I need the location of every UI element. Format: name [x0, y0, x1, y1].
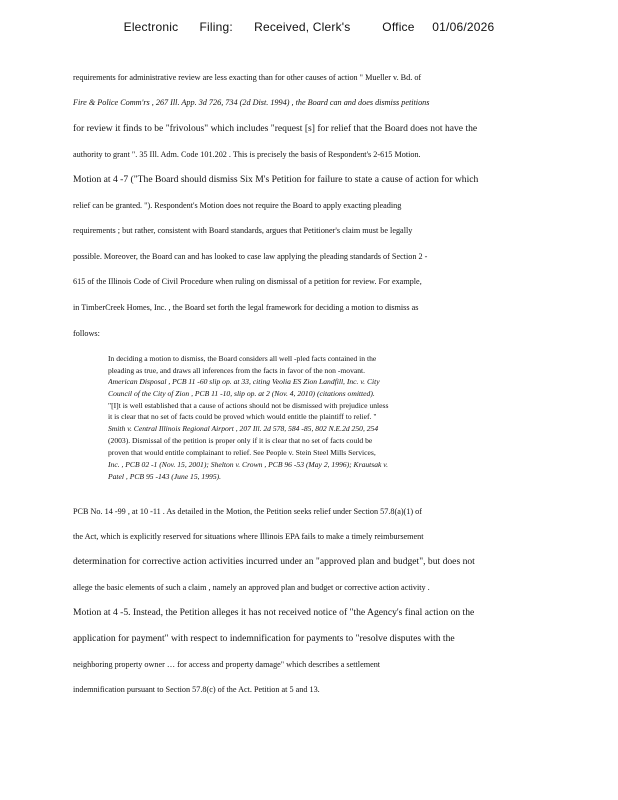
- quote-line: Patel , PCB 95 -143 (June 15, 1995).: [108, 472, 222, 481]
- quote-line: (2003). Dismissal of the petition is proper only if it is clear that no set of facts could be: [108, 436, 373, 445]
- text-line: the Act, which is explicitly reserved for situations where Illinois EPA fails to make a timely reimbursement: [73, 532, 424, 541]
- quote-line: proven that would entitle complainant to relief. See People v. Stein Steel Mills Services,: [108, 448, 376, 457]
- quote-line: Council of the City of Zion , PCB 11 -10, slip op. at 2 (Nov. 4, 2010) (citations omitted).: [108, 389, 375, 398]
- quote-line: "[I]t is well established that a cause of actions should not be dismissed with prejudice unless: [108, 401, 389, 410]
- filing-stamp-header: Electronic Filing: Received, Clerk's Office 01/06/2026: [123, 20, 495, 34]
- text-line: follows:: [73, 329, 100, 338]
- quote-line: In deciding a motion to dismiss, the Board considers all well -pled facts contained in the: [108, 354, 377, 363]
- text-line: determination for corrective action activities incurred under an "approved plan and budget", but does not: [73, 556, 475, 567]
- text-line: requirements ; but rather, consistent with Board standards, argues that Petitioner's claim must be legally: [73, 226, 413, 235]
- text-line: relief can be granted. "). Respondent's Motion does not require the Board to apply exacting pleading: [73, 201, 402, 210]
- quote-line: pleading as true, and draws all inferences from the facts in favor of the non -movant.: [108, 366, 366, 375]
- text-line: for review it finds to be "frivolous" which includes "request [s] for relief that the Board does not have the: [73, 123, 478, 134]
- text-line: in TimberCreek Homes, Inc. , the Board set forth the legal framework for deciding a motion to dismiss as: [73, 303, 419, 312]
- text-line: indemnification pursuant to Section 57.8(c) of the Act. Petition at 5 and 13.: [73, 685, 320, 694]
- quote-line: Inc. , PCB 02 -1 (Nov. 15, 2001); Shelton v. Crown , PCB 96 -53 (May 2, 1996); Krautsak v.: [108, 460, 389, 469]
- quote-line: Smith v. Central Illinois Regional Airport , 207 Ill. 2d 578, 584 -85, 802 N.E.2d 250, 254: [108, 424, 379, 433]
- text-line: allege the basic elements of such a claim , namely an approved plan and budget or corrective action activity .: [73, 583, 430, 592]
- text-line: Fire & Police Comm'rs , 267 Ill. App. 3d 726, 734 (2d Dist. 1994) , the Board can and does dismiss petitions: [73, 98, 430, 107]
- text-line: authority to grant ". 35 Ill. Adm. Code 101.202 . This is precisely the basis of Respondent's 2-615 Motion.: [73, 150, 421, 159]
- quote-line: American Disposal , PCB 11 -60 slip op. at 33, citing Veolia ES Zion Landfill, Inc. v. City: [108, 377, 380, 386]
- text-line: 615 of the Illinois Code of Civil Procedure when ruling on dismissal of a petition for review. For example,: [73, 277, 422, 286]
- text-line: Motion at 4 -7 ("The Board should dismiss Six M's Petition for failure to state a cause of action for which: [73, 174, 479, 185]
- text-line: neighboring property owner … for access and property damage" which describes a settlement: [73, 660, 381, 669]
- text-line: application for payment" with respect to indemnification for payments to "resolve disputes with the: [73, 633, 455, 644]
- text-line: possible. Moreover, the Board can and has looked to case law applying the pleading standards of Section 2 -: [73, 252, 428, 261]
- text-line: requirements for administrative review are less exacting than for other causes of action " Mueller v. Bd. of: [73, 73, 422, 82]
- quote-line: it is clear that no set of facts could be proved which would entitle the plaintiff to relief. ": [108, 412, 377, 421]
- text-line: PCB No. 14 -99 , at 10 -11 . As detailed in the Motion, the Petition seeks relief under Section 57.8(a)(1) of: [73, 507, 422, 516]
- text-line: Motion at 4 -5. Instead, the Petition alleges it has not received notice of "the Agency's final action on the: [73, 607, 475, 618]
